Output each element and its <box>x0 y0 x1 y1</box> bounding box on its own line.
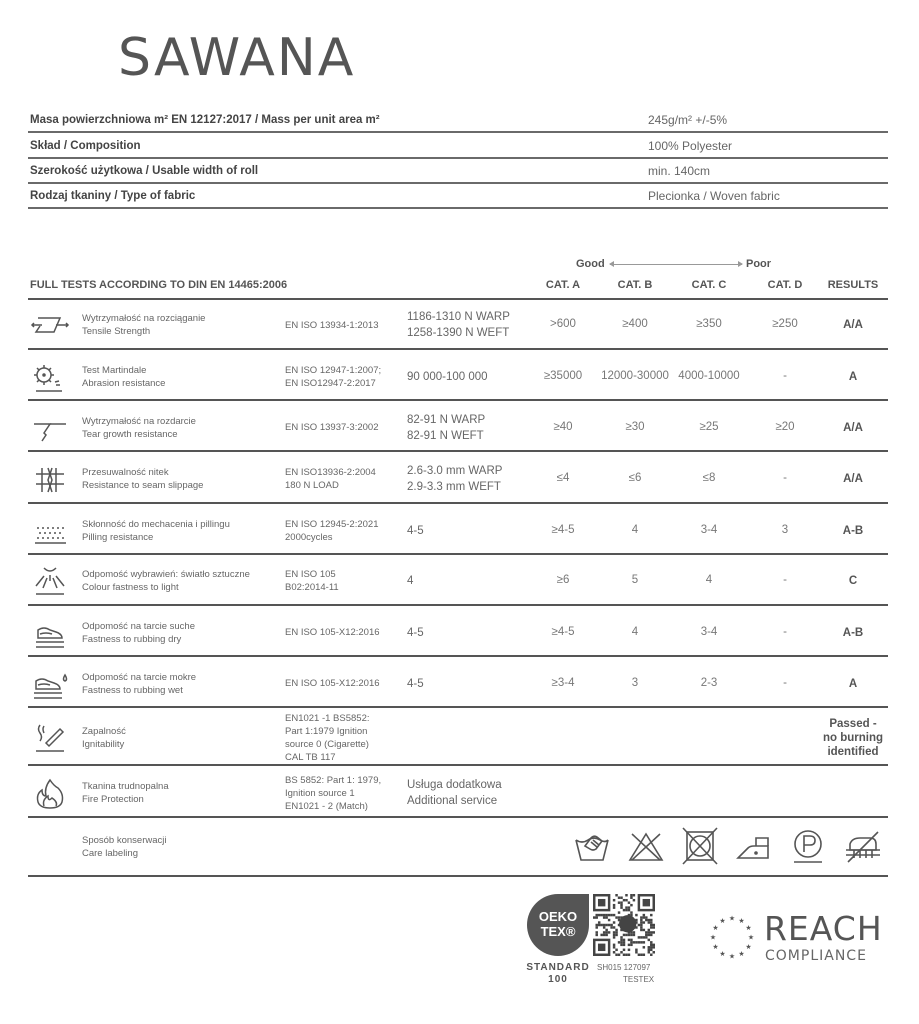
test-measured <box>407 523 525 539</box>
test-result <box>808 472 898 486</box>
test-norm-line: EN ISO 105-X12:2016 <box>285 678 380 689</box>
test-name-line: Odpomość na tarcie mokre <box>82 672 197 683</box>
test-measured-line: 82-91 N WEFT <box>407 430 484 442</box>
test-name-line: Abrasion resistance <box>82 378 166 389</box>
tensile-icon <box>30 308 70 342</box>
test-measured <box>407 777 525 809</box>
test-result <box>808 370 898 384</box>
test-norm <box>285 319 403 332</box>
test-measured-line: 4-5 <box>407 627 424 639</box>
test-result <box>808 626 898 640</box>
eu-stars-icon <box>708 912 756 962</box>
test-cat-b: ≥400 <box>622 318 648 330</box>
oeko-standard-number: 100 <box>548 974 568 985</box>
care-symbols <box>572 826 882 866</box>
col-cat-a: CAT. A <box>545 279 581 291</box>
spec-row-width <box>28 159 888 184</box>
test-result <box>808 717 898 759</box>
seam-slippage-icon <box>30 462 70 496</box>
test-name <box>82 725 278 751</box>
test-name-line: Resistance to seam slippage <box>82 480 204 491</box>
scale-arrow <box>610 264 742 265</box>
test-norm-line: CAL TB 117 <box>285 752 336 763</box>
test-measured <box>407 412 525 444</box>
test-norm-line: 180 N LOAD <box>285 480 339 491</box>
test-result-line: A-B <box>842 627 864 639</box>
test-row <box>28 506 888 555</box>
test-result-line: identified <box>827 746 879 758</box>
no-tumble-dry-icon <box>680 826 720 866</box>
test-measured-line: 4 <box>407 575 414 587</box>
iron-low-icon <box>734 826 774 866</box>
no-brush-icon <box>842 826 882 866</box>
test-cat-a: ≥40 <box>553 421 573 433</box>
test-cat-c: 3-4 <box>700 626 718 638</box>
oeko-tex-line2: TEX® <box>540 924 576 939</box>
test-row <box>28 659 888 708</box>
test-result-line: A/A <box>843 422 863 434</box>
test-result-line: C <box>848 575 858 587</box>
cigarette-icon <box>30 721 70 755</box>
test-cat-a: ≥6 <box>556 574 570 586</box>
col-cat-b: CAT. B <box>617 279 653 291</box>
test-cat-d: - <box>783 626 787 638</box>
no-bleach-icon <box>626 826 666 866</box>
test-measured-line: 1186-1310 N WARP <box>407 311 510 323</box>
test-measured-line: 1258-1390 N WEFT <box>407 327 510 339</box>
test-cat-d: ≥250 <box>772 318 798 330</box>
test-cat-a: ≤4 <box>556 472 570 484</box>
test-name-line: Colour fastness to light <box>82 582 179 593</box>
test-norm <box>285 712 403 764</box>
test-result-line: A <box>848 371 858 383</box>
test-name <box>82 312 278 338</box>
spec-label: Szerokość użytkowa / Usable width of roll <box>30 165 259 177</box>
test-measured <box>407 625 525 641</box>
test-measured <box>407 573 525 589</box>
test-row <box>28 556 888 606</box>
test-norm-line: Part 1:1979 Ignition <box>285 726 368 737</box>
oeko-cert-code: SH015 127097 <box>597 963 651 972</box>
svg-text:★: ★ <box>738 918 745 926</box>
test-name-line: Fire Protection <box>82 794 144 805</box>
test-norm <box>285 626 403 639</box>
test-name-line: Tensile Strength <box>82 326 151 337</box>
test-norm-line: EN ISO 12945-2:2021 <box>285 519 379 530</box>
test-cat-a: ≥3-4 <box>551 677 575 689</box>
spec-value: Plecionka / Woven fabric <box>648 189 780 203</box>
test-cat-d: - <box>783 677 787 689</box>
test-norm-line: EN ISO12947-2:2017 <box>285 378 376 389</box>
test-name <box>82 620 278 646</box>
test-result <box>808 318 898 332</box>
oeko-standard-label: STANDARD <box>526 962 590 973</box>
test-measured-line: 82-91 N WARP <box>407 414 486 426</box>
test-norm <box>285 774 403 813</box>
rubbing-dry-icon <box>30 616 70 650</box>
test-row <box>28 710 888 766</box>
test-name-line: Fastness to rubbing wet <box>82 685 183 696</box>
test-cat-d: - <box>783 370 787 382</box>
test-cat-b: ≥30 <box>625 421 645 433</box>
oeko-lab-name: TESTEX <box>623 975 655 984</box>
test-row <box>28 403 888 452</box>
test-cat-d: ≥20 <box>775 421 795 433</box>
test-name-line: Tear growth resistance <box>82 429 178 440</box>
test-name-line: Test Martindale <box>82 365 147 376</box>
test-name <box>82 415 278 441</box>
scale-good-label: Good <box>576 258 605 270</box>
svg-text:★: ★ <box>747 934 755 942</box>
test-measured <box>407 463 525 495</box>
test-name-line: Wytrzymałość na rozdarcie <box>82 416 196 427</box>
tests-table-title: FULL TESTS ACCORDING TO DIN EN 14465:2006 <box>30 279 288 291</box>
test-name-line: Tkanina trudnopalna <box>82 781 169 792</box>
reach-compliance-logo <box>708 909 888 968</box>
test-norm-line: EN ISO 13937-3:2002 <box>285 422 379 433</box>
test-result-line: A/A <box>843 319 863 331</box>
test-cat-a: ≥4-5 <box>551 626 575 638</box>
test-norm-line: Ignition source 1 <box>285 788 355 799</box>
scale-poor-label: Poor <box>746 258 772 270</box>
test-norm-line: EN ISO 12947-1:2007; <box>285 365 382 376</box>
test-norm-line: EN1021 -1 BS5852: <box>285 713 370 724</box>
test-measured-line: Usługa dodatkowa <box>407 779 502 791</box>
svg-text:★: ★ <box>709 934 717 942</box>
test-cat-a: >600 <box>550 318 576 330</box>
test-norm-line: EN ISO 105-X12:2016 <box>285 627 380 638</box>
test-row <box>28 608 888 657</box>
test-norm <box>285 677 403 690</box>
test-norm-line: EN ISO 13934-1:2013 <box>285 320 379 331</box>
care-label-pl: Sposób konserwacji <box>82 835 167 846</box>
test-norm <box>285 364 403 390</box>
test-result-line: no burning <box>822 732 884 744</box>
test-cat-c: ≥350 <box>696 318 722 330</box>
pilling-icon <box>30 514 70 548</box>
spec-value: 245g/m² +/-5% <box>648 113 728 127</box>
test-norm-line: BS 5852: Part 1: 1979, <box>285 775 382 786</box>
spec-value: min. 140cm <box>648 164 711 178</box>
test-row <box>28 300 888 350</box>
test-cat-b: 5 <box>631 574 639 586</box>
reach-subtitle: COMPLIANCE <box>765 948 867 964</box>
test-cat-b: 3 <box>631 677 639 689</box>
col-results: RESULTS <box>827 279 879 291</box>
spec-label: Skład / Composition <box>30 140 141 152</box>
svg-text:★: ★ <box>728 915 736 923</box>
spec-row-mass <box>28 108 888 133</box>
test-row <box>28 454 888 504</box>
test-measured-line: Additional service <box>407 795 498 807</box>
test-cat-a: ≥35000 <box>543 370 583 382</box>
test-cat-b: ≤6 <box>628 472 642 484</box>
test-norm-line: EN ISO 105 <box>285 569 336 580</box>
test-result <box>808 574 898 588</box>
svg-text:★: ★ <box>745 925 752 932</box>
light-icon <box>30 564 70 598</box>
spec-row-fabric-type <box>28 184 888 209</box>
test-name-line: Odpomość wybrawień: światło sztuczne <box>82 569 250 580</box>
qr-code <box>593 894 655 956</box>
test-measured-line: 4-5 <box>407 525 424 537</box>
test-name-line: Ignitability <box>82 739 125 750</box>
test-result <box>808 524 898 538</box>
test-norm-line: 2000cycles <box>285 532 333 543</box>
test-name-line: Przesuwalność nitek <box>82 467 169 478</box>
test-cat-c: 4 <box>705 574 713 586</box>
product-title: SAWANA <box>118 28 356 88</box>
test-cat-d: - <box>783 472 787 484</box>
spec-row-composition <box>28 134 888 159</box>
test-cat-a: ≥4-5 <box>551 524 575 536</box>
hand-wash-icon <box>572 826 612 866</box>
spec-value: 100% Polyester <box>648 139 733 153</box>
test-measured-line: 2.6-3.0 mm WARP <box>407 465 503 477</box>
test-name <box>82 466 278 492</box>
dry-clean-p-icon <box>788 826 828 866</box>
test-norm <box>285 421 403 434</box>
test-name <box>82 364 278 390</box>
rubbing-wet-icon <box>30 667 70 701</box>
test-result-line: Passed - <box>829 718 877 730</box>
test-result <box>808 421 898 435</box>
test-name-line: Zapalność <box>82 726 126 737</box>
oeko-tex-badge <box>526 894 590 985</box>
test-result-line: A/A <box>843 473 863 485</box>
test-cat-b: 4 <box>631 626 639 638</box>
care-label-en: Care labeling <box>82 848 138 859</box>
test-name-line: Fastness to rubbing dry <box>82 634 182 645</box>
test-name-line: Wytrzymałość na rozciąganie <box>82 313 206 324</box>
test-norm <box>285 466 403 492</box>
spec-label: Rodzaj tkaniny / Type of fabric <box>30 190 196 202</box>
test-norm-line: source 0 (Cigarette) <box>285 739 369 750</box>
svg-text:★: ★ <box>719 918 726 926</box>
test-measured-line: 4-5 <box>407 678 424 690</box>
test-row <box>28 352 888 401</box>
test-cat-c: 2-3 <box>700 677 718 689</box>
test-norm-line: B02:2014-11 <box>285 582 339 593</box>
test-cat-d: - <box>783 574 787 586</box>
test-measured <box>407 309 525 341</box>
test-norm <box>285 518 403 544</box>
test-result <box>808 677 898 691</box>
svg-text:★: ★ <box>712 925 719 932</box>
test-cat-c: ≤8 <box>702 472 716 484</box>
svg-text:★: ★ <box>728 953 736 961</box>
test-result-line: A <box>848 678 858 690</box>
test-name-line: Skłonność do mechacenia i pillingu <box>82 519 230 530</box>
test-name <box>82 780 278 806</box>
test-norm-line: EN1021 - 2 (Match) <box>285 801 368 812</box>
test-name-line: Odpomość na tarcie suche <box>82 621 196 632</box>
test-cat-c: 3-4 <box>700 524 718 536</box>
test-name <box>82 568 278 594</box>
test-cat-d: 3 <box>781 524 789 536</box>
test-cat-b: 4 <box>631 524 639 536</box>
test-norm <box>285 568 403 594</box>
tear-icon <box>30 411 70 445</box>
svg-text:★: ★ <box>719 950 726 958</box>
reach-title: REACH <box>764 909 883 948</box>
test-cat-c: ≥25 <box>699 421 719 433</box>
test-name <box>82 671 278 697</box>
test-measured <box>407 369 525 385</box>
test-cat-b: 12000-30000 <box>601 370 669 382</box>
test-result-line: A-B <box>842 525 864 537</box>
martindale-icon <box>30 360 70 394</box>
svg-text:★: ★ <box>738 950 745 958</box>
oeko-tex-logo <box>527 894 589 956</box>
svg-text:★: ★ <box>712 944 719 951</box>
test-name-line: Pilling resistance <box>82 532 154 543</box>
svg-text:★: ★ <box>745 944 752 951</box>
test-measured-line: 2.9-3.3 mm WEFT <box>407 481 501 493</box>
flame-icon <box>30 776 70 810</box>
spec-label: Masa powierzchniowa m² EN 12127:2017 / Mass per unit area m² <box>30 114 380 126</box>
oeko-tex-line1: OEKO <box>538 909 578 924</box>
test-norm-line: EN ISO13936-2:2004 <box>285 467 376 478</box>
test-name <box>82 518 278 544</box>
test-row <box>28 768 888 818</box>
col-cat-c: CAT. C <box>691 279 727 291</box>
test-measured <box>407 676 525 692</box>
tests-table-header <box>28 276 888 300</box>
col-cat-d: CAT. D <box>767 279 803 291</box>
test-measured-line: 90 000-100 000 <box>407 371 488 383</box>
test-cat-c: 4000-10000 <box>678 370 740 382</box>
